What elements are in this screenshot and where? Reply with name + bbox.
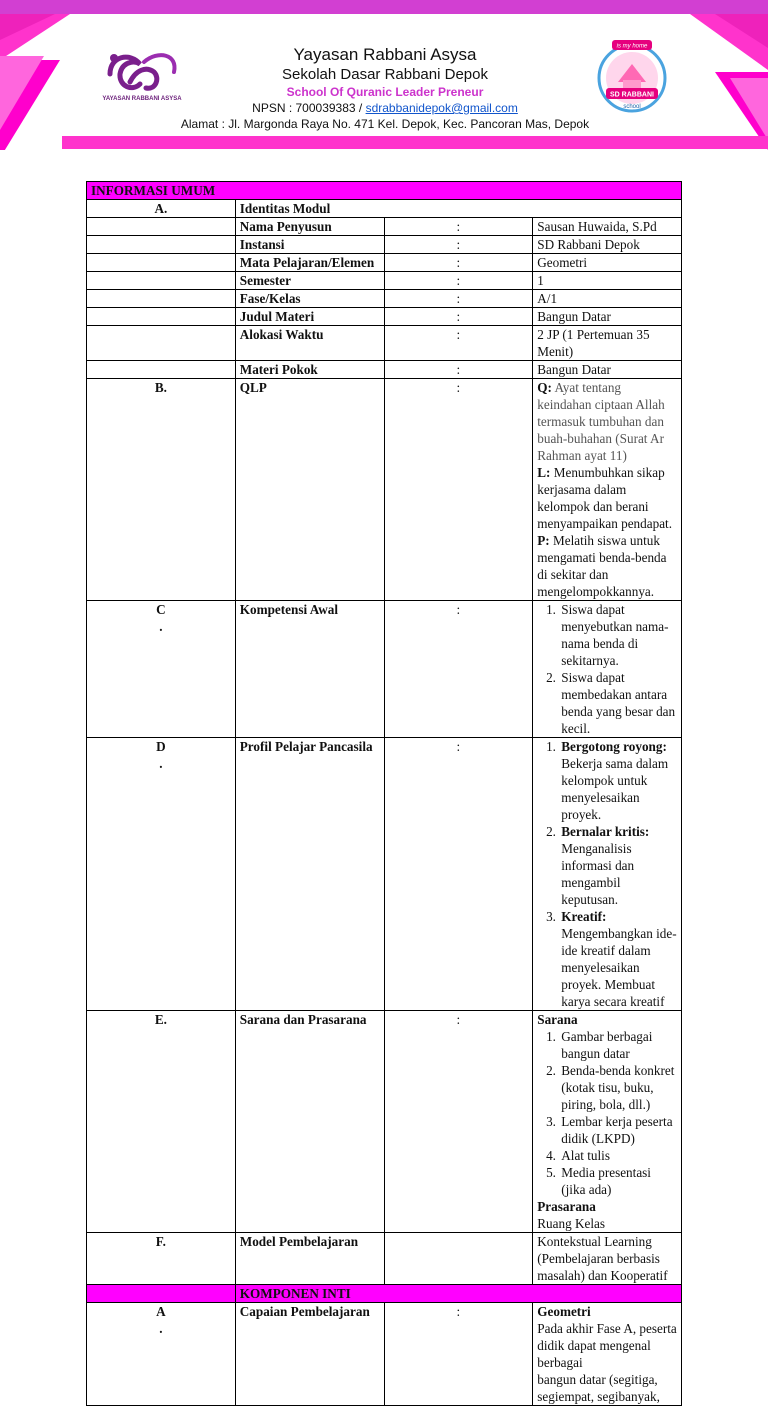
- field-label: Judul Materi: [235, 308, 384, 326]
- profil-text: Mengembangkan ide-ide kreatif dalam menyelesaikan proyek. Membuat karya secara kreatif: [561, 926, 677, 1009]
- capaian-line: bangun datar (segitiga, segiempat, segibanyak,: [537, 1372, 660, 1404]
- sarana-list: [537, 1028, 677, 1198]
- list-item: 2. Benda-benda konkret (kotak tisu, buku, piring, bola, dll.): [559, 1062, 677, 1113]
- colon: :: [384, 236, 533, 254]
- org-name: Yayasan Rabbani Asysa: [293, 45, 477, 64]
- profil-key: Kreatif:: [561, 909, 607, 924]
- field-label: Capaian Pembelajaran: [235, 1303, 384, 1406]
- school-tagline: School Of Quranic Leader Preneur: [286, 85, 484, 99]
- address-line: Alamat : Jl. Margonda Raya No. 471 Kel. Depok, Kec. Pancoran Mas, Depok: [180, 117, 590, 131]
- npsn-text: NPSN : 700039383 /: [252, 101, 366, 115]
- qlp-l-text: Menumbuhkan sikap kerjasama dalam kelompok dan berani menyampaikan pendapat.: [537, 465, 673, 531]
- colon: :: [384, 254, 533, 272]
- colon: :: [384, 290, 533, 308]
- colon: :: [384, 326, 533, 361]
- field-label: Nama Penyusun: [235, 218, 384, 236]
- field-label: Profil Pelajar Pancasila: [235, 738, 384, 1011]
- colon: :: [384, 361, 533, 379]
- list-item: [559, 738, 677, 823]
- table-row: [87, 272, 682, 290]
- profil-content: [533, 738, 682, 1011]
- list-item: 4. Alat tulis: [559, 1147, 677, 1164]
- field-label: Instansi: [235, 236, 384, 254]
- row-capaian-pembelajaran: [87, 1303, 682, 1406]
- profil-list: [537, 738, 677, 1010]
- row-sarana-prasarana: [87, 1011, 682, 1233]
- field-label: Materi Pokok: [235, 361, 384, 379]
- field-label: Mata Pelajaran/Elemen: [235, 254, 384, 272]
- colon: :: [384, 601, 533, 738]
- sarana-title: Sarana: [537, 1012, 578, 1027]
- section-header-komponen-inti: [87, 1285, 682, 1303]
- row-profil-pelajar: [87, 738, 682, 1011]
- row-letter: C .: [87, 601, 236, 738]
- field-value: Bangun Datar: [533, 361, 682, 379]
- sd-rabbani-logo-text: SD RABBANI: [610, 91, 654, 99]
- colon: :: [384, 272, 533, 290]
- colon: :: [384, 308, 533, 326]
- field-value: Sausan Huwaida, S.Pd: [533, 218, 682, 236]
- list-item: [559, 908, 677, 1010]
- capaian-title: Geometri: [537, 1304, 591, 1319]
- field-value: Kontekstual Learning (Pembelajaran berbasis masalah) dan Kooperatif: [533, 1233, 682, 1285]
- row-title: Identitas Modul: [235, 200, 681, 218]
- colon: :: [384, 1303, 533, 1406]
- section-title: KOMPONEN INTI: [235, 1285, 681, 1303]
- sarana-content: [533, 1011, 682, 1233]
- yayasan-logo-caption: YAYASAN RABBANI ASYSA: [102, 96, 182, 102]
- list-item: 5. Media presentasi (jika ada): [559, 1164, 677, 1198]
- qlp-p-key: P:: [537, 533, 550, 548]
- profil-key: Bergotong royong:: [561, 739, 667, 754]
- section-header-informasi-umum: [87, 182, 682, 200]
- field-value: SD Rabbani Depok: [533, 236, 682, 254]
- capaian-content: [533, 1303, 682, 1406]
- field-label: Fase/Kelas: [235, 290, 384, 308]
- row-letter: A.: [87, 200, 236, 218]
- table-row: [87, 326, 682, 361]
- colon: :: [384, 379, 533, 601]
- field-value: Bangun Datar: [533, 308, 682, 326]
- field-label: Model Pembelajaran: [235, 1233, 384, 1285]
- list-item: [559, 823, 677, 908]
- kompetensi-content: [533, 601, 682, 738]
- section-title: INFORMASI UMUM: [87, 182, 682, 200]
- profil-text: Bekerja sama dalam kelompok untuk menyelesaikan proyek.: [561, 756, 669, 822]
- sd-rabbani-logo-bottom: school: [623, 104, 641, 110]
- colon: :: [384, 738, 533, 1011]
- field-label: Sarana dan Prasarana: [235, 1011, 384, 1233]
- npsn-line: [150, 100, 620, 116]
- list-item: 1. Gambar berbagai bangun datar: [559, 1028, 677, 1062]
- row-identitas-modul: [87, 200, 682, 218]
- prasarana-title: Prasarana: [537, 1199, 596, 1214]
- field-label: QLP: [235, 379, 384, 601]
- table-row: [87, 254, 682, 272]
- row-letter: F.: [87, 1233, 236, 1285]
- prasarana-value: Ruang Kelas: [537, 1216, 606, 1231]
- field-value: 2 JP (1 Pertemuan 35 Menit): [533, 326, 682, 361]
- field-label: Alokasi Waktu: [235, 326, 384, 361]
- table-row: [87, 218, 682, 236]
- colon: :: [384, 218, 533, 236]
- row-letter: A .: [87, 1303, 236, 1406]
- letterhead-text: [150, 44, 620, 133]
- capaian-line: Pada akhir Fase A, peserta didik dapat mengenal berbagai: [537, 1321, 677, 1370]
- module-table: [86, 181, 682, 1406]
- list-item: 2. Siswa dapat membedakan antara benda yang besar dan kecil.: [559, 669, 677, 737]
- row-kompetensi-awal: [87, 601, 682, 738]
- qlp-p-text: Melatih siswa untuk mengamati benda-benda di sekitar dan mengelompokkannya.: [537, 533, 667, 599]
- qlp-q-text: Ayat tentang keindahan ciptaan Allah termasuk tumbuhan dan buah-buhahan (Surat Ar Rahman ayat 11): [537, 380, 665, 463]
- colon: :: [384, 1011, 533, 1233]
- table-row: [87, 236, 682, 254]
- qlp-l-key: L:: [537, 465, 551, 480]
- table-row: [87, 290, 682, 308]
- school-name: Sekolah Dasar Rabbani Depok: [282, 66, 488, 83]
- qlp-q-key: Q:: [537, 380, 552, 395]
- field-label: Semester: [235, 272, 384, 290]
- field-value: Geometri: [533, 254, 682, 272]
- profil-key: Bernalar kritis:: [561, 824, 650, 839]
- table-row: [87, 308, 682, 326]
- row-qlp: [87, 379, 682, 601]
- row-model-pembelajaran: [87, 1233, 682, 1285]
- email-link[interactable]: sdrabbanidepok@gmail.com: [365, 101, 518, 115]
- row-letter: E.: [87, 1011, 236, 1233]
- field-value: 1: [533, 272, 682, 290]
- list-item: 3. Lembar kerja peserta didik (LKPD): [559, 1113, 677, 1147]
- kompetensi-list: [537, 601, 677, 737]
- row-letter: B.: [87, 379, 236, 601]
- table-row: [87, 361, 682, 379]
- qlp-content: [533, 379, 682, 601]
- list-item: 1. Siswa dapat menyebutkan nama-nama benda di sekitarnya.: [559, 601, 677, 669]
- profil-text: Menganalisis informasi dan mengambil keputusan.: [561, 841, 635, 907]
- sd-rabbani-logo-top: is my home: [616, 43, 648, 50]
- field-label: Kompetensi Awal: [235, 601, 384, 738]
- field-value: A/1: [533, 290, 682, 308]
- row-letter: D .: [87, 738, 236, 1011]
